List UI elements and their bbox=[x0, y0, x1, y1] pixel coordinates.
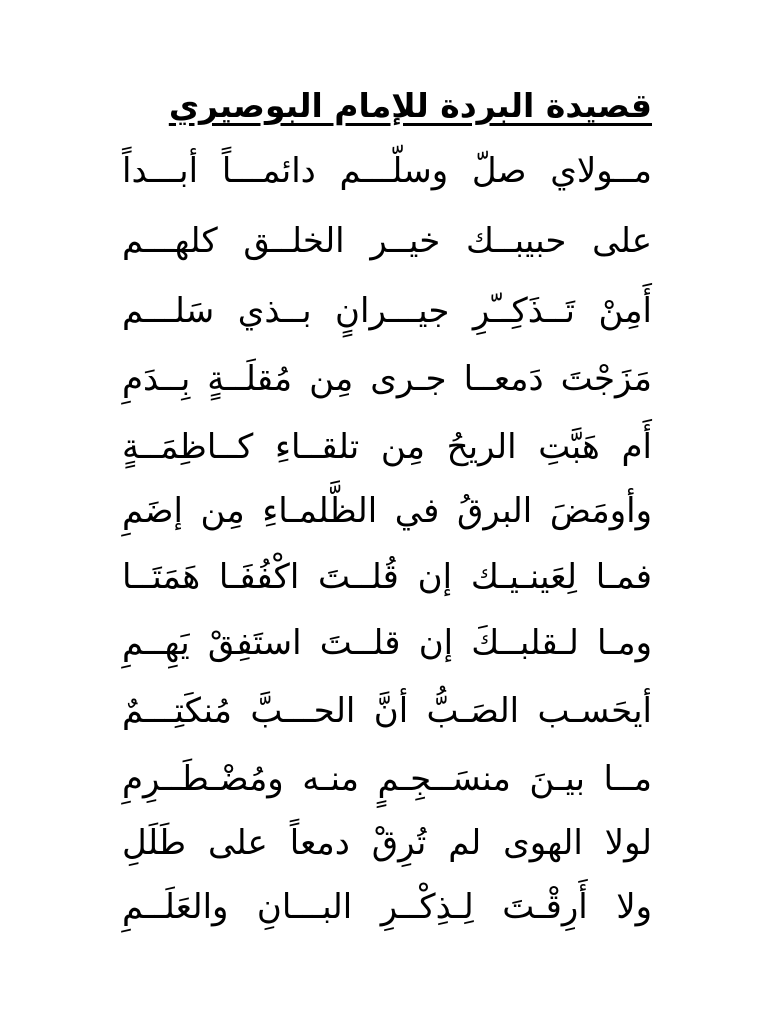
poem-line-4: مَزَجْتَ دَمعــا جـرى مِن مُقلَــةٍ بِــدَمِ bbox=[122, 359, 652, 399]
poem-title: قصيدة البردة للإمام البوصيري bbox=[168, 86, 652, 125]
poem-line-9: أيحَسـب الصَـبُّ أنَّ الحـــبَّ مُنكَتِـــمٌ bbox=[122, 691, 652, 731]
poem-line-2: على حبيبــك خيــر الخلــق كلهـــم bbox=[122, 221, 652, 261]
poem-line-1: مــولاي صلّ وسلّـــم دائمـــاً أبـــداً bbox=[122, 151, 652, 191]
poem-line-5: أَم هَبَّتِ الريحُ مِن تلقــاءِ كــاظِمَــةٍ bbox=[122, 427, 652, 467]
poem-line-11: لولا الهوى لم تُرِقْ دمعاً على طَلَلِ bbox=[122, 823, 652, 863]
poem-line-6: وأومَضَ البرقُ في الظَّلمـاءِ مِن إضَمِ bbox=[122, 491, 652, 531]
poem-line-8: ومـا لـقلبــكَ إن قلــتَ استَفِقْ يَهِــمِ bbox=[122, 623, 652, 663]
poem-line-10: مــا بيـنَ منسَــجِـمٍ منـه ومُضْـطَــرِمِ bbox=[122, 759, 652, 799]
poem-line-12: ولا أَرِقْـتَ لِـذِكْــرِ البـــانِ والعَلَــمِ bbox=[122, 887, 652, 927]
poem-line-3: أَمِنْ تَــذَكِــّرِ جيـــرانٍ بــذي سَلـــم bbox=[122, 291, 652, 331]
poem-line-7: فمـا لِعَينـيـك إن قُلــتَ اكْفُفَـا هَمَتَــا bbox=[122, 557, 652, 597]
